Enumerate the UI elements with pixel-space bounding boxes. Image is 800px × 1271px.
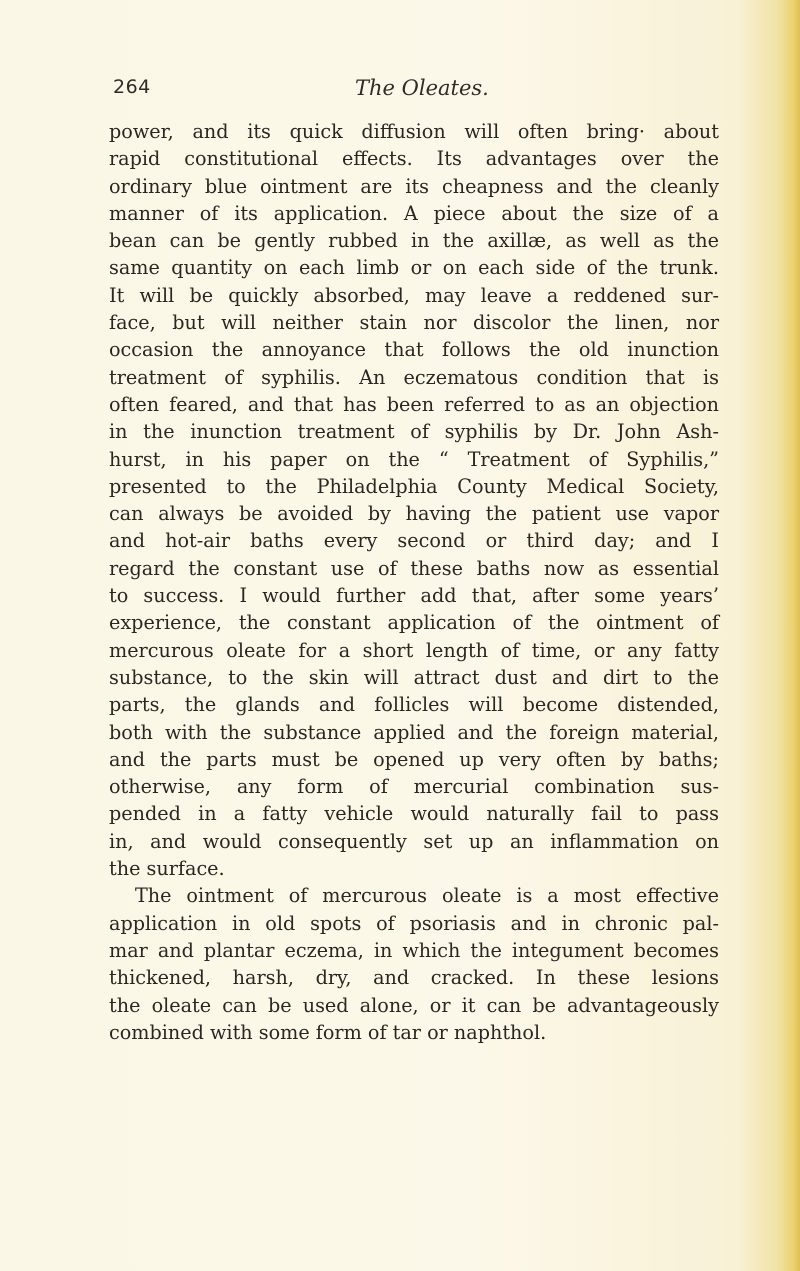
text-line: regard the constant use of these baths now as essential bbox=[109, 556, 719, 580]
text-line: ordinary blue ointment are its cheapness and the cleanly bbox=[109, 174, 719, 198]
text-line: combined with some form of tar or naphthol. bbox=[109, 1020, 547, 1044]
text-line: It will be quickly absorbed, may leave a reddened sur- bbox=[109, 283, 719, 307]
text-line: the oleate can be used alone, or it can be advantageously bbox=[109, 993, 719, 1017]
text-line: substance, to the skin will attract dust and dirt to the bbox=[109, 665, 719, 689]
text-line: otherwise, any form of mercurial combination sus- bbox=[109, 775, 719, 799]
text-line: occasion the annoyance that follows the old inunction bbox=[109, 338, 719, 362]
text-line: and hot-air baths every second or third day; and I bbox=[109, 529, 719, 553]
running-head: The Oleates. bbox=[355, 76, 489, 100]
page-header bbox=[113, 76, 715, 106]
text-line: The ointment of mercurous oleate is a most effective bbox=[135, 884, 719, 908]
text-line: presented to the Philadelphia County Medical Society, bbox=[109, 474, 719, 498]
page-edge-shading bbox=[782, 0, 800, 1271]
text-line: thickened, harsh, dry, and cracked. In these lesions bbox=[109, 966, 719, 990]
text-line: both with the substance applied and the foreign material, bbox=[109, 720, 719, 744]
text-line: parts, the glands and follicles will become distended, bbox=[109, 693, 719, 717]
paragraph bbox=[109, 882, 719, 1046]
text-line: same quantity on each limb or on each side of the trunk. bbox=[109, 256, 719, 280]
text-line: face, but will neither stain nor discolor the linen, nor bbox=[109, 311, 719, 335]
text-line: in the inunction treatment of syphilis by Dr. John Ash- bbox=[109, 420, 719, 444]
text-line: power, and its quick diffusion will often bring· about bbox=[109, 120, 719, 143]
text-line: manner of its application. A piece about the size of a bbox=[109, 201, 719, 225]
text-line: the surface. bbox=[109, 857, 225, 881]
paragraph bbox=[109, 118, 719, 882]
text-line: often feared, and that has been referred to as an objection bbox=[109, 392, 719, 416]
text-line: hurst, in his paper on the “ Treatment of Syphilis,” bbox=[109, 447, 719, 471]
text-line: and the parts must be opened up very often by baths; bbox=[109, 747, 719, 771]
text-line: experience, the constant application of the ointment of bbox=[109, 611, 719, 635]
body-text bbox=[109, 118, 719, 1046]
text-line: rapid constitutional effects. Its advantages over the bbox=[109, 147, 719, 171]
text-line: application in old spots of psoriasis and in chronic pal- bbox=[109, 911, 719, 935]
text-line: to success. I would further add that, after some years’ bbox=[109, 584, 719, 608]
text-line: mercurous oleate for a short length of time, or any fatty bbox=[109, 638, 719, 662]
text-line: in, and would consequently set up an inflammation on bbox=[109, 829, 719, 853]
text-line: bean can be gently rubbed in the axillæ, as well as the bbox=[109, 229, 719, 253]
text-line: mar and plantar eczema, in which the integument becomes bbox=[109, 938, 719, 962]
text-line: can always be avoided by having the patient use vapor bbox=[109, 502, 719, 526]
text-line: treatment of syphilis. An eczematous condition that is bbox=[109, 365, 719, 389]
text-line: pended in a fatty vehicle would naturally fail to pass bbox=[109, 802, 719, 826]
page-number: 264 bbox=[113, 76, 151, 98]
